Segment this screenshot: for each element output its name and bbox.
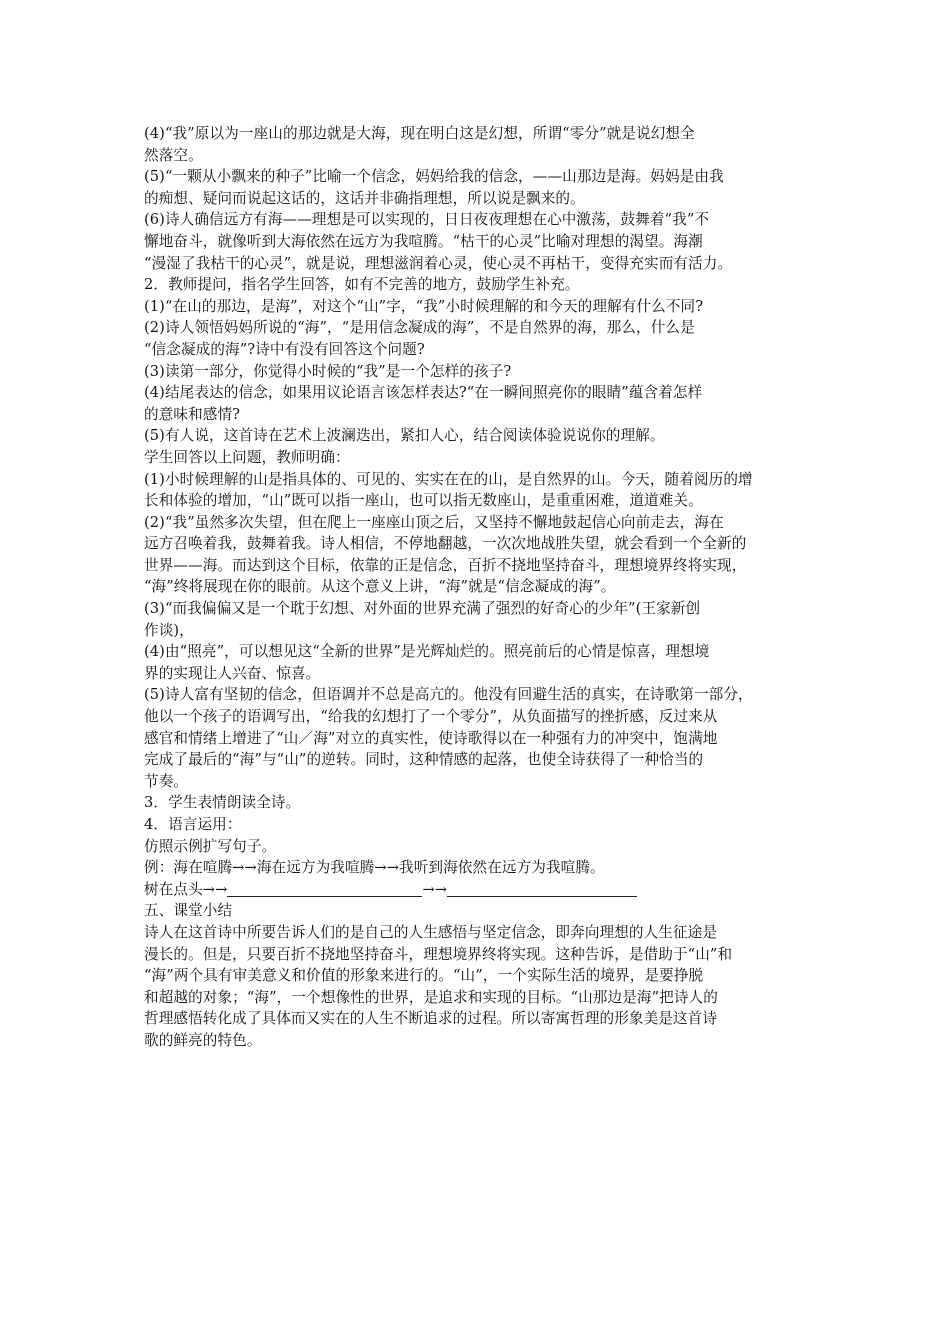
text-line: (1)“在山的那边，是海”，对这个“山”字，“我”小时候理解的和今天的理解有什么不同? <box>144 297 704 315</box>
text-line: (3)“而我偏偏又是一个耽于幻想、对外面的世界充满了强烈的好奇心的少年”(王家新创 <box>144 600 701 618</box>
paragraph <box>144 836 812 858</box>
paragraph <box>144 382 812 425</box>
text-line: 节奏。 <box>144 772 189 790</box>
text-line: 界的实现让人兴奋、惊喜。 <box>144 664 321 682</box>
text-line: 远方召唤着我，鼓舞着我。诗人相信，不停地翻越，一次次地战胜失望，就会看到一个全新的 <box>144 535 747 553</box>
exercise-arrow-1: →→ <box>202 880 228 898</box>
text-line: (4)结尾表达的信念，如果用议论语言该怎样表达?“在一瞬间照亮你的眼睛”蕴含着怎样 <box>144 384 703 402</box>
text-line: (2)“我”虽然多次失望，但在爬上一座座山顶之后，又坚持不懈地鼓起信心向前走去，海在 <box>144 513 724 531</box>
document-page <box>144 123 812 1052</box>
text-line: (6)诗人确信远方有海——理想是可以实现的，日日夜夜理想在心中激荡，鼓舞着“我”不 <box>144 211 710 229</box>
exercise-fill-in-line <box>144 879 812 901</box>
text-line: 哲理感悟转化成了具体而又实在的人生不断追求的过程。所以寄寓哲理的形象美是这首诗 <box>144 1010 718 1028</box>
text-line: 作谈)， <box>144 621 194 639</box>
paragraph <box>144 814 812 836</box>
text-line: 歌的鲜亮的特色。 <box>144 1031 262 1049</box>
paragraph <box>144 296 812 318</box>
text-line: 3．学生表情朗读全诗。 <box>144 794 301 812</box>
text-line: 五、课堂小结 <box>144 902 233 920</box>
text-line: (5)有人说，这首诗在艺术上波澜迭出，紧扣人心，结合阅读体验说说你的理解。 <box>144 427 665 445</box>
text-line: 2．教师提问，指名学生回答，如有不完善的地方，鼓励学生补充。 <box>144 276 580 294</box>
text-line: 漫长的。但是，只要百折不挠地坚持奋斗，理想境界终将实现。这种告诉，是借助于“山”和 <box>144 945 733 963</box>
text-line: “信念凝成的海”?诗中有没有回答这个问题? <box>144 340 425 358</box>
text-line: 仿照示例扩写句子。 <box>144 837 277 855</box>
paragraph <box>144 274 812 296</box>
text-line: 例：海在喧腾→→海在远方为我喧腾→→我听到海依然在远方为我喧腾。 <box>144 859 605 877</box>
text-line: 然落空。 <box>144 146 203 164</box>
text-line: “漫湿了我枯干的心灵”，就是说，理想滋润着心灵，使心灵不再枯干，变得充实而有活力。 <box>144 254 733 272</box>
paragraph <box>144 792 812 814</box>
document-body-part2 <box>144 900 812 1051</box>
paragraph <box>144 361 812 383</box>
text-line: 感官和情绪上增进了“山／海”对立的真实性，使诗歌得以在一种强有力的冲突中，饱满地 <box>144 729 718 747</box>
text-line: 的意味和感情? <box>144 405 241 423</box>
document-body-part1 <box>144 123 812 879</box>
text-line: 世界——海。而达到这个目标，依靠的正是信念，百折不挠地坚持奋斗，理想境界终将实现， <box>144 556 747 574</box>
text-line: (4)由“照亮”，可以想见这“全新的世界”是光辉灿烂的。照亮前后的心情是惊喜，理想境 <box>144 643 710 661</box>
text-line: (5)诗人富有坚韧的信念，但语调并不总是高亢的。他没有回避生活的真实，在诗歌第一部分， <box>144 686 753 704</box>
text-line: 的痴想、疑问而说起这话的，这话并非确指理想，所以说是飘来的。 <box>144 189 585 207</box>
text-line: (2)诗人领悟妈妈所说的“海”，“是用信念凝成的海”，不是自然界的海，那么，什么是 <box>144 319 695 337</box>
text-line: 他以一个孩子的语调写出，“给我的幻想打了一个零分”，从负面描写的挫折感，反过来从 <box>144 708 718 726</box>
text-line: (4)“我”原以为一座山的那边就是大海，现在明白这是幻想，所谓“零分”就是说幻想全 <box>144 125 695 142</box>
paragraph <box>144 641 812 684</box>
paragraph <box>144 123 812 166</box>
answer-blank-1[interactable] <box>227 880 422 897</box>
paragraph <box>144 512 812 598</box>
paragraph <box>144 684 812 792</box>
text-line: (5)“一颗从小飘来的种子”比喻一个信念，妈妈给我的信念，——山那边是海。妈妈是由我 <box>144 168 724 186</box>
paragraph <box>144 209 812 274</box>
text-line: 学生回答以上问题，教师明确： <box>144 448 350 466</box>
text-line: “海”两个具有审美意义和价值的形象来进行的。“山”，一个实际生活的境界，是要挣脱 <box>144 967 704 985</box>
text-line: 懈地奋斗，就像听到大海依然在远方为我喧腾。“枯干的心灵”比喻对理想的渴望。海潮 <box>144 232 703 250</box>
paragraph <box>144 469 812 512</box>
text-line: 4．语言运用： <box>144 816 242 833</box>
text-line: 诗人在这首诗中所要告诉人们的是自己的人生感悟与坚定信念，即奔向理想的人生征途是 <box>144 923 718 941</box>
paragraph <box>144 922 812 1052</box>
paragraph <box>144 900 812 922</box>
paragraph <box>144 317 812 360</box>
text-line: “海”终将展现在你的眼前。从这个意义上讲，“海”就是“信念凝成的海”。 <box>144 578 616 596</box>
exercise-prefix: 树在点头 <box>144 880 203 898</box>
paragraph <box>144 447 812 469</box>
paragraph <box>144 425 812 447</box>
text-line: 长和体验的增加，“山”既可以指一座山，也可以指无数座山，是重重困难，道道难关。 <box>144 492 703 510</box>
text-line: 和超越的对象；“海”，一个想像性的世界，是追求和实现的目标。“山那边是海”把诗人的 <box>144 988 718 1006</box>
text-line: (3)读第一部分，你觉得小时候的“我”是一个怎样的孩子? <box>144 362 512 380</box>
answer-blank-2[interactable] <box>447 880 637 897</box>
exercise-arrow-2: →→ <box>422 880 448 898</box>
text-line: 完成了最后的“海”与“山”的逆转。同时，这种情感的起落，也使全诗获得了一种恰当的 <box>144 751 704 769</box>
paragraph <box>144 857 812 879</box>
text-line: (1)小时候理解的山是指具体的、可见的、实实在在的山，是自然界的山。今天，随着阅历的增 <box>144 470 753 488</box>
paragraph <box>144 598 812 641</box>
paragraph <box>144 166 812 209</box>
